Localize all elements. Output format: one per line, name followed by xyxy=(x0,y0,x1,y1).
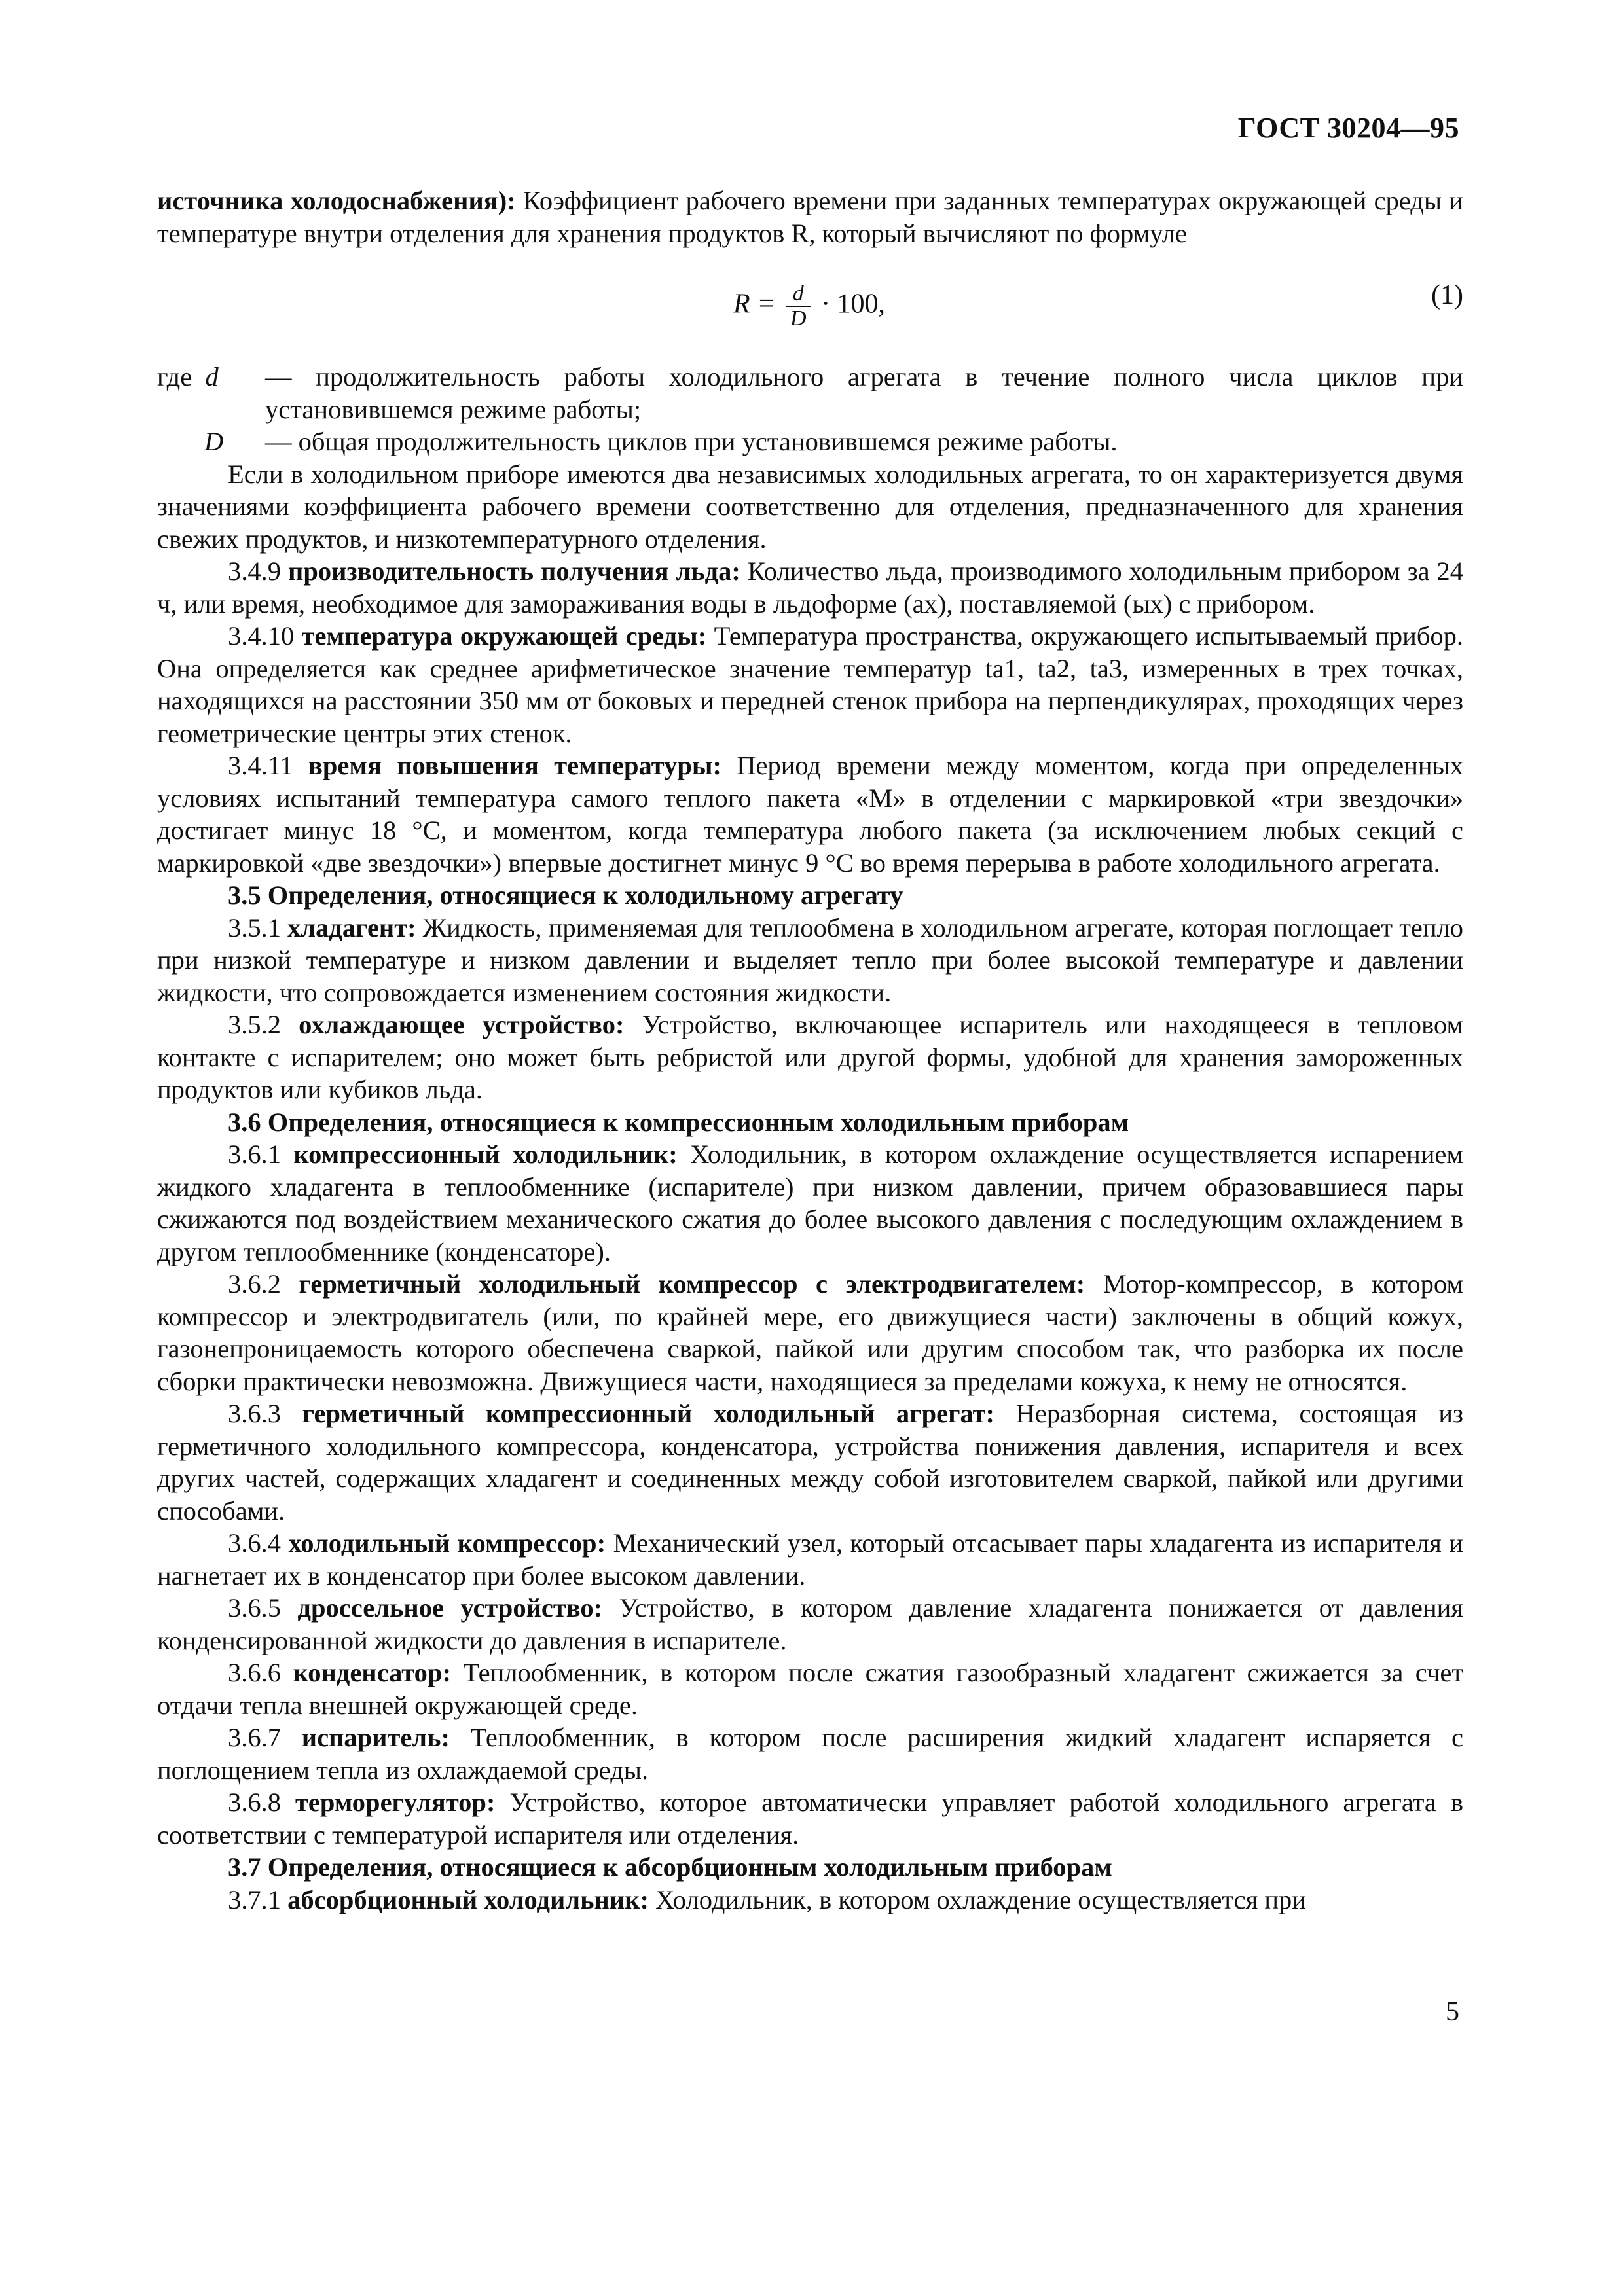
intro-paragraph xyxy=(157,185,1463,249)
definition-text: Устройство, в котором давление хладагента понижается от давления конденсированной жидкости до давления в испарителе. xyxy=(157,1593,1463,1655)
definition-paragraph xyxy=(157,1721,1463,1786)
body-paragraph: Если в холодильном приборе имеются два независимых холодильных агрегата, то он характеризуется двумя значениями коэффициента рабочего времени соответственно для отделения, предназначенного для хранения свежих продуктов, и низкотемпературного отделения. xyxy=(157,459,1463,554)
definition-text: Устройство, включающее испаритель или находящееся в тепловом контакте с испарителем; оно может быть ребристой или другой формы, удобной для хранения замороженных продуктов или кубиков льда. xyxy=(157,1010,1463,1104)
definition-paragraph xyxy=(157,1138,1463,1268)
defined-term: производительность получения льда: xyxy=(287,556,740,586)
definition-paragraph xyxy=(157,1657,1463,1721)
section-heading: 3.5 Определения, относящиеся к холодильному агрегату xyxy=(228,880,903,910)
defined-term: дроссельное устройство: xyxy=(297,1593,603,1623)
section-heading: 3.6 Определения, относящиеся к компрессионным холодильным приборам xyxy=(228,1107,1129,1137)
defined-term: охлаждающее устройство: xyxy=(299,1010,625,1039)
where-item xyxy=(157,361,1463,425)
clause-number: 3.6.8 xyxy=(228,1787,281,1817)
clause-number: 3.6.1 xyxy=(228,1139,281,1169)
clause-number: 3.4.11 xyxy=(228,751,293,780)
defined-term: конденсатор: xyxy=(293,1658,451,1687)
defined-term: терморегулятор: xyxy=(295,1787,496,1817)
definition-paragraph xyxy=(157,749,1463,879)
definition-paragraph xyxy=(157,1527,1463,1592)
where-text: — общая продолжительность циклов при установившемся режиме работы. xyxy=(265,427,1118,456)
formula-fraction xyxy=(786,282,811,331)
formula-lhs: R = xyxy=(733,289,776,319)
definition-paragraph xyxy=(157,1884,1463,1916)
clause-number: 3.6.6 xyxy=(228,1658,281,1687)
clause-number: 3.5.2 xyxy=(228,1010,281,1039)
where-item xyxy=(157,425,1463,458)
formula-denominator: D xyxy=(790,306,807,331)
defined-term: холодильный компрессор: xyxy=(288,1528,606,1558)
clause-number: 3.6.5 xyxy=(228,1593,281,1623)
where-block xyxy=(157,361,1463,458)
where-symbol: d xyxy=(205,362,219,391)
clause-number: 3.6.4 xyxy=(228,1528,281,1558)
definition-text: Холодильник, в котором охлаждение осуществляется при xyxy=(655,1884,1306,1914)
definition-paragraph xyxy=(157,1592,1463,1657)
clause-number: 3.7.1 xyxy=(228,1884,281,1914)
definition-text: Механический узел, который отсасывает пары хладагента из испарителя и нагнетает их в конденсатор при более высоком давлении. xyxy=(157,1528,1464,1590)
definition-text: Температура пространства, окружающего испытываемый прибор. Она определяется как среднее арифметическое значение температур ta1, ta2, ta3, измеренных в трех точках, находящихся на расстоянии 350 мм от боковых и передней стенок прибора на перпендикулярах, проходящих через геометрические центры этих стенок. xyxy=(157,621,1464,748)
clause-number: 3.6.7 xyxy=(228,1723,281,1752)
formula-rhs: · 100, xyxy=(821,289,886,319)
clause-number: 3.5.1 xyxy=(228,912,281,942)
intro-term: источника холодоснабжения): xyxy=(157,186,516,215)
clause-number: 3.4.9 xyxy=(228,556,281,586)
defined-term: испаритель: xyxy=(301,1723,450,1752)
defined-term: время повышения температуры: xyxy=(308,751,721,780)
intro-text: Коэффициент рабочего времени при заданных температурах окружающей среды и температуре внутри отделения для хранения продуктов R, который вычисляют по формуле xyxy=(157,186,1463,248)
definitions-list xyxy=(157,458,1463,1916)
page-number: 5 xyxy=(1446,1997,1459,2027)
definition-text: Теплообменник, в котором после сжатия газообразный хладагент сжижается за счет отдачи тепла внешней окружающей среде. xyxy=(157,1658,1464,1720)
document-body xyxy=(157,185,1463,1916)
definition-paragraph xyxy=(157,1268,1463,1397)
definition-text: Устройство, которое автоматически управляет работой холодильного агрегата в соответствии с температурой испарителя или отделения. xyxy=(157,1787,1464,1850)
definition-text: Период времени между моментом, когда при определенных условиях испытаний температура самого теплого пакета «М» в отделении с маркировкой «три звездочки» достигает минус 18 °С, и моментом, когда температура любого пакета (за исключением любых секций с маркировкой «две звездочки») впервые достигнет минус 9 °С во время перерыва в работе холодильного агрегата. xyxy=(157,751,1464,878)
formula-block xyxy=(157,256,1463,361)
definition-paragraph xyxy=(157,1786,1463,1851)
definition-paragraph xyxy=(157,620,1463,749)
formula-numerator: d xyxy=(786,282,811,307)
definition-text: Теплообменник, в котором после расширения жидкий хладагент испаряется с поглощением тепла из охлаждаемой среды. xyxy=(157,1723,1464,1785)
definition-text: Количество льда, производимого холодильным прибором за 24 ч, или время, необходимое для замораживания воды в льдоформе (ах), поставляемой (ых) с прибором. xyxy=(157,556,1464,619)
clause-number: 3.6.3 xyxy=(228,1399,281,1428)
where-word: где xyxy=(157,362,192,391)
formula-expression xyxy=(733,282,885,331)
defined-term: хладагент: xyxy=(287,912,416,942)
clause-number: 3.4.10 xyxy=(228,621,295,651)
where-symbol: D xyxy=(204,427,224,456)
defined-term: герметичный компрессионный холодильный агрегат: xyxy=(302,1399,995,1428)
standard-code-header: ГОСТ 30204—95 xyxy=(1237,112,1459,144)
defined-term: компрессионный холодильник: xyxy=(293,1139,678,1169)
formula-number: (1) xyxy=(1431,280,1463,310)
definition-text: Мотор-компрессор, в котором компрессор и электродвигатель (или, по крайней мере, его движущиеся части) заключены в общий кожух, газонепроницаемость которого обеспечена сваркой, пайкой или другим способом так, что разборка их после сборки практически невозможна. Движущиеся части, находящиеся за пределами кожуха, к нему не относятся. xyxy=(157,1269,1464,1396)
definition-paragraph xyxy=(157,1397,1463,1527)
clause-number: 3.6.2 xyxy=(228,1269,281,1299)
definition-paragraph xyxy=(157,912,1463,1009)
definition-text: Жидкость, применяемая для теплообмена в холодильном агрегате, которая поглощает тепло при низкой температуре и низком давлении и выделяет тепло при более высокой температуре и давлении жидкости, что сопровождается изменением состояния жидкости. xyxy=(157,912,1464,1007)
defined-term: герметичный холодильный компрессор с электродвигателем: xyxy=(299,1269,1085,1299)
definition-text: Холодильник, в котором охлаждение осуществляется испарением жидкого хладагента в теплообменнике (испарителе) при низком давлении, причем образовавшиеся пары сжижаются под воздействием механического сжатия до более высокого давления с последующим охлаждением в другом теплообменнике (конденсаторе). xyxy=(157,1139,1463,1266)
definition-paragraph xyxy=(157,555,1463,620)
where-text: — продолжительность работы холодильного агрегата в течение полного числа циклов при установившемся режиме работы; xyxy=(265,362,1463,424)
defined-term: абсорбционный холодильник: xyxy=(287,1884,649,1914)
definition-text: Неразборная система, состоящая из герметичного холодильного компрессора, конденсатора, устройства понижения давления, испарителя и всех других частей, содержащих хладагент и соединенных между собой изготовителем сваркой, пайкой или другими способами. xyxy=(157,1399,1464,1526)
defined-term: температура окружающей среды: xyxy=(301,621,707,651)
definition-paragraph xyxy=(157,1009,1463,1106)
section-heading: 3.7 Определения, относящиеся к абсорбционным холодильным приборам xyxy=(228,1852,1112,1882)
